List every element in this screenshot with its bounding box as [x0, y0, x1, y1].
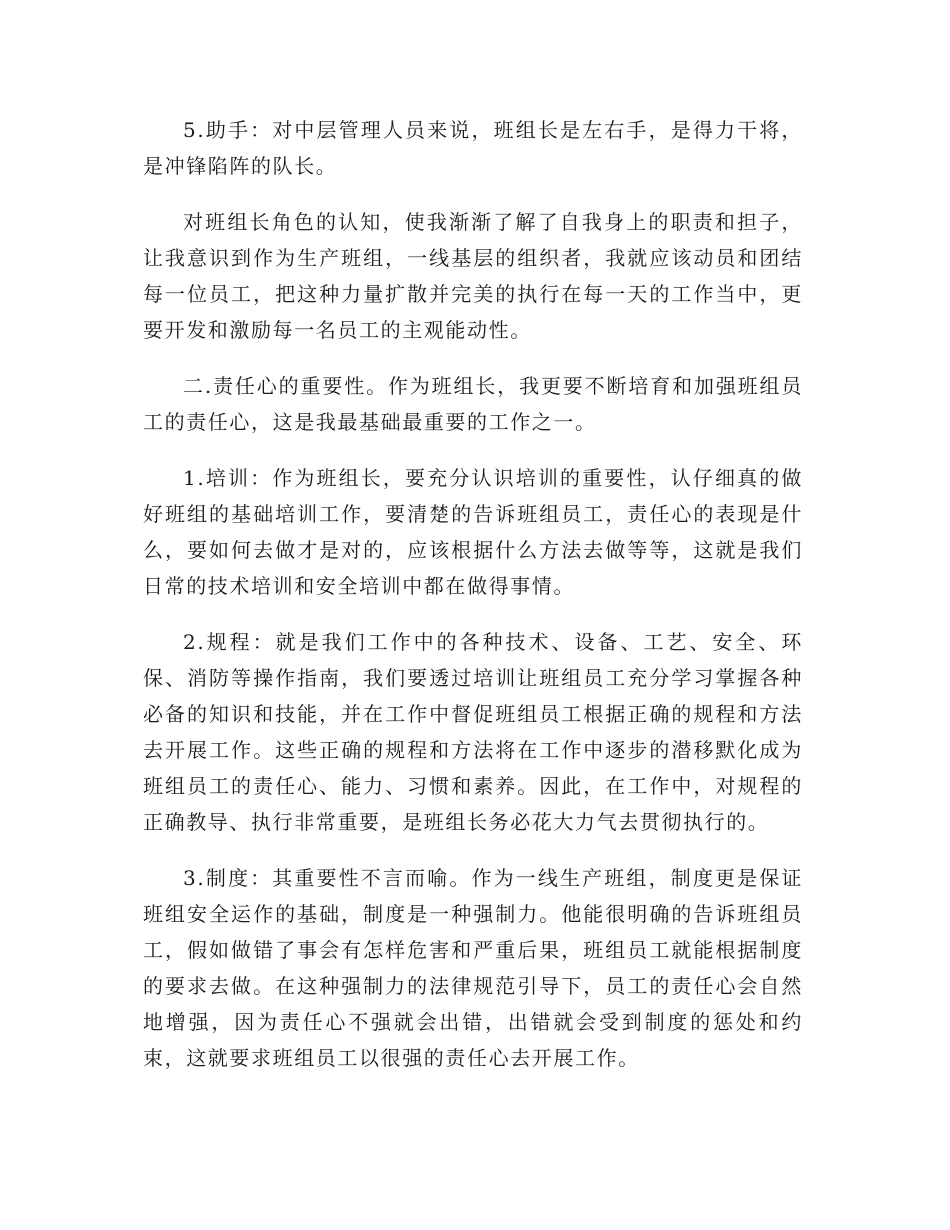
paragraph-training: 1.培训：作为班组长，要充分认识培训的重要性，认仔细真的做好班组的基础培训工作，要清楚的告诉班组员工，责任心的表现是什么，要如何去做才是对的，应该根据什么方法去做等等，这就是我们日常的技术培训和安全培训中都在做得事情。: [143, 466, 803, 598]
document-body: [143, 112, 803, 1076]
paragraph-responsibility-heading: 二.责任心的重要性。作为班组长，我更要不断培育和加强班组员工的责任心，这是我最基础最重要的工作之一。: [143, 374, 803, 434]
paragraph-procedures: 2.规程：就是我们工作中的各种技术、设备、工艺、安全、环保、消防等操作指南，我们要透过培训让班组员工充分学习掌握各种必备的知识和技能，并在工作中督促班组员工根据正确的规程和方法去开展工作。这些正确的规程和方法将在工作中逐步的潜移默化成为班组员工的责任心、能力、习惯和素养。因此，在工作中，对规程的正确教导、执行非常重要，是班组长务必花大力气去贯彻执行的。: [143, 630, 803, 834]
paragraph-assistant-role: 5.助手：对中层管理人员来说，班组长是左右手，是得力干将，是冲锋陷阵的队长。: [143, 118, 803, 178]
paragraph-role-awareness: 对班组长角色的认知，使我渐渐了解了自我身上的职责和担子，让我意识到作为生产班组，一线基层的组织者，我就应该动员和团结每一位员工，把这种力量扩散并完美的执行在每一天的工作当中，更要开发和激励每一名员工的主观能动性。: [143, 210, 803, 342]
paragraph-rules: 3.制度：其重要性不言而喻。作为一线生产班组，制度更是保证班组安全运作的基础，制度是一种强制力。他能很明确的告诉班组员工，假如做错了事会有怎样危害和严重后果，班组员工就能根据制度的要求去做。在这种强制力的法律规范引导下，员工的责任心会自然地增强，因为责任心不强就会出错，出错就会受到制度的惩处和约束，这就要求班组员工以很强的责任心去开展工作。: [143, 866, 803, 1070]
